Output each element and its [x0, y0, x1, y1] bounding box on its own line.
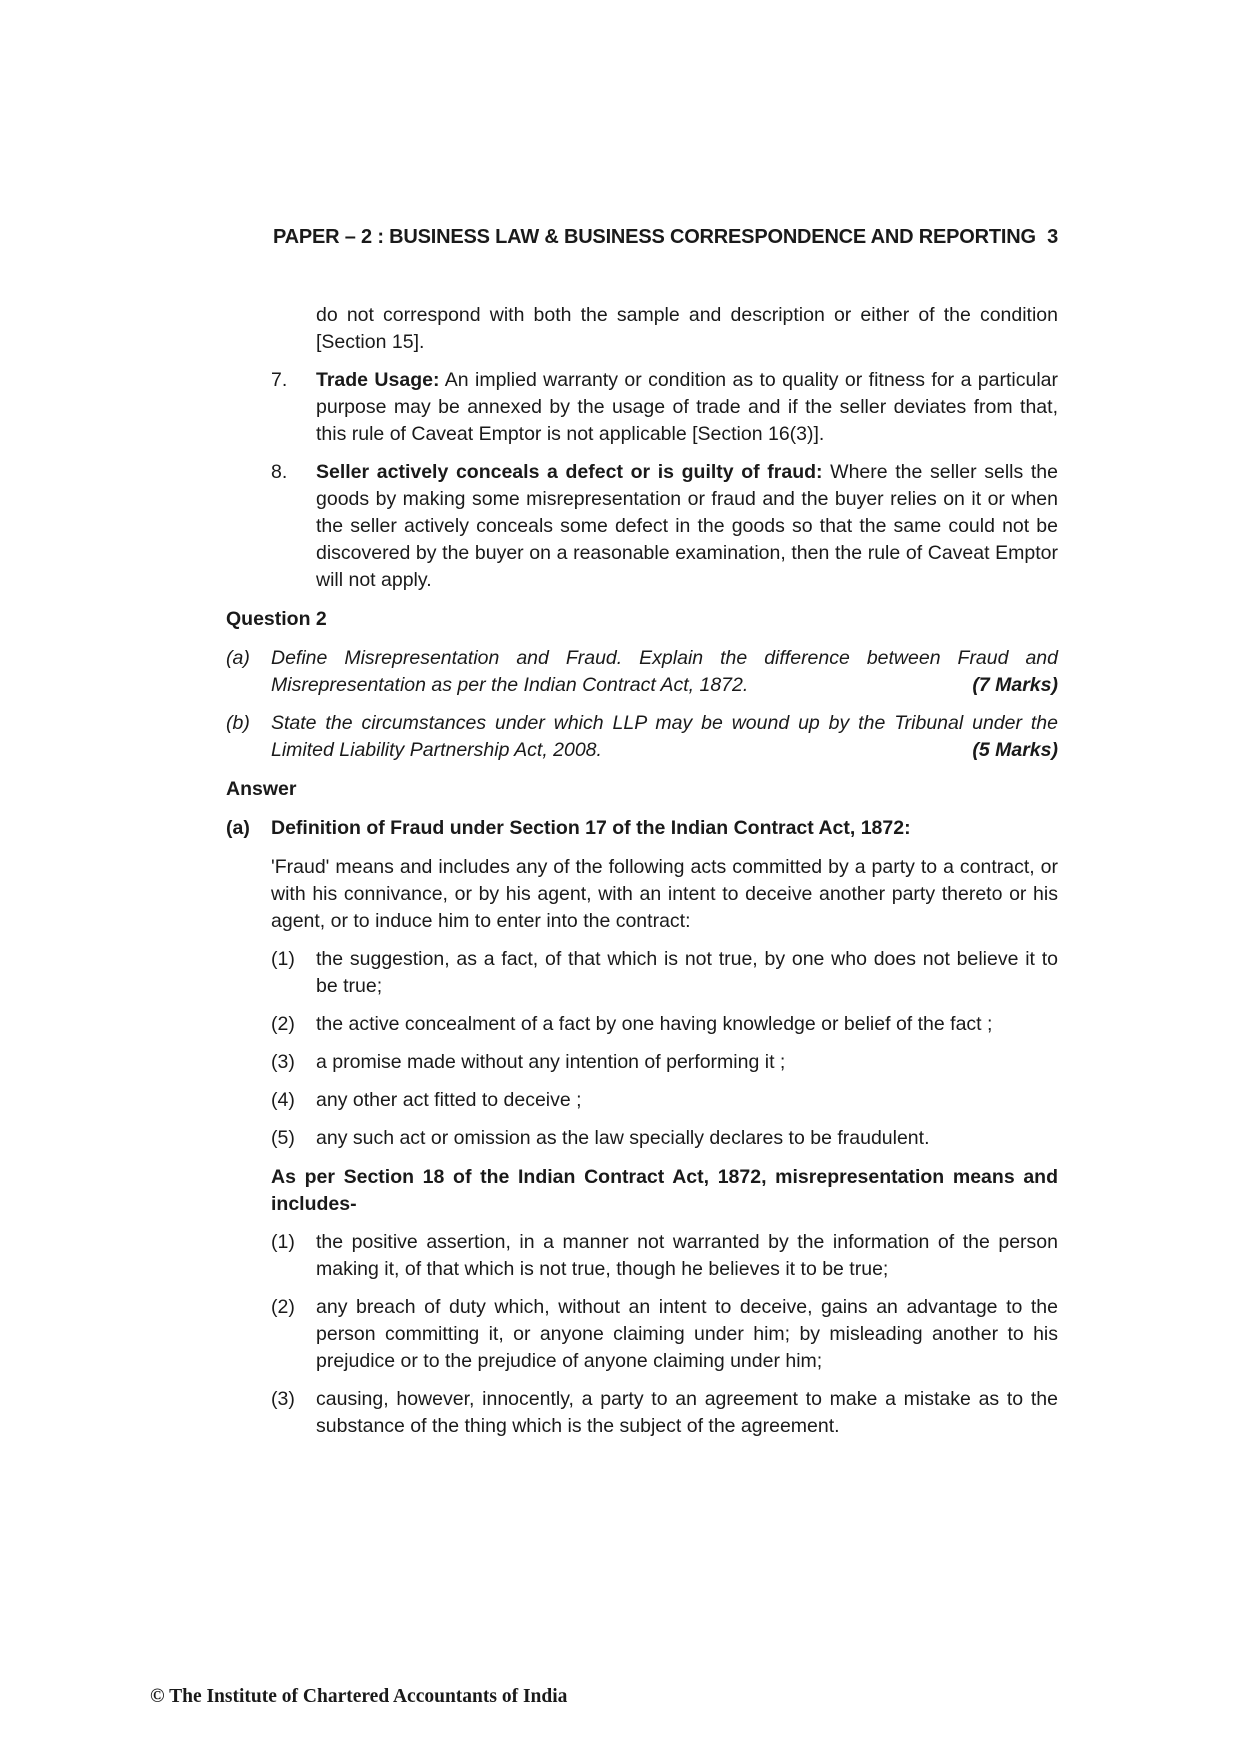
answer-part-title: Definition of Fraud under Section 17 of the Indian Contract Act, 1872: — [271, 817, 911, 839]
fraud-item-text: any such act or omission as the law specially declares to be fraudulent. — [316, 1127, 930, 1149]
question-part-number: (a) — [226, 647, 250, 669]
question-marks: (7 Marks) — [972, 674, 1058, 696]
question-part-text: Define Misrepresentation and Fraud. Explain the difference between Fraud and Misrepresentation as per the Indian Contract Act, 1872. — [271, 647, 1058, 696]
misrep-item-text: any breach of duty which, without an intent to deceive, gains an advantage to the person committing it, or anyone claiming under him; by misleading another to his prejudice or to the prejudice of anyone claiming under him; — [316, 1296, 1058, 1372]
page-body — [226, 302, 1058, 1440]
misrepresentation-heading: As per Section 18 of the Indian Contract Act, 1872, misrepresentation means and includes- — [271, 1166, 1058, 1215]
question-part — [226, 645, 1058, 699]
list-item — [226, 459, 1058, 594]
misrep-item-number: (1) — [271, 1231, 295, 1253]
item-number: 7. — [271, 369, 288, 391]
continuation-text: do not correspond with both the sample and description or either of the condition [Section 15]. — [316, 304, 1058, 353]
misrep-list-item — [226, 1294, 1058, 1375]
fraud-item-number: (5) — [271, 1127, 295, 1149]
question-marks: (5 Marks) — [972, 739, 1058, 761]
question-part-text: State the circumstances under which LLP may be wound up by the Tribunal under the Limited Liability Partnership Act, 2008. — [271, 712, 1058, 761]
misrep-item-number: (3) — [271, 1388, 295, 1410]
misrep-item-text: causing, however, innocently, a party to an agreement to make a mistake as to the substance of the thing which is the subject of the agreement. — [316, 1388, 1058, 1437]
fraud-item-text: the suggestion, as a fact, of that which is not true, by one who does not believe it to be true; — [316, 948, 1058, 997]
fraud-intro: 'Fraud' means and includes any of the following acts committed by a party to a contract, or with his connivance, or by his agent, with an intent to deceive another party thereto or his agent, or to induce him to enter into the contract: — [271, 856, 1058, 932]
fraud-item-text: a promise made without any intention of performing it ; — [316, 1051, 786, 1073]
fraud-item-number: (2) — [271, 1013, 295, 1035]
fraud-list-item — [226, 1087, 1058, 1114]
misrep-list-item — [226, 1229, 1058, 1283]
fraud-item-number: (3) — [271, 1051, 295, 1073]
question-part — [226, 710, 1058, 764]
fraud-list-item — [226, 1125, 1058, 1152]
fraud-item-number: (1) — [271, 948, 295, 970]
answer-heading: Answer — [226, 778, 297, 800]
page-number: 3 — [1047, 226, 1058, 248]
item-label: Seller actively conceals a defect or is guilty of fraud: — [316, 461, 823, 483]
page-header — [273, 226, 1058, 256]
copyright-footer: © The Institute of Chartered Accountants of India — [150, 1686, 568, 1707]
item-number: 8. — [271, 461, 288, 483]
paper-title: PAPER – 2 : BUSINESS LAW & BUSINESS CORRESPONDENCE AND REPORTING — [273, 226, 1036, 248]
fraud-list-item — [226, 946, 1058, 1000]
fraud-item-text: any other act fitted to deceive ; — [316, 1089, 582, 1111]
item-text: An implied warranty or condition as to quality or fitness for a particular purpose may be annexed by the usage of trade and if the seller deviates from that, this rule of Caveat Emptor is not applicable [Section 16(3)]. — [316, 369, 1059, 445]
item-text: Where the seller sells the goods by making some misrepresentation or fraud and the buyer relies on it or when the seller actively conceals some defect in the goods so that the same could not be discovered by the buyer on a reasonable examination, then the rule of Caveat Emptor will not apply. — [316, 461, 1058, 591]
misrep-list-item — [226, 1386, 1058, 1440]
answer-part-heading — [226, 815, 1058, 842]
answer-part-number: (a) — [226, 817, 250, 839]
item-label: Trade Usage: — [316, 369, 440, 391]
fraud-item-number: (4) — [271, 1089, 295, 1111]
question-part-number: (b) — [226, 712, 250, 734]
question-heading: Question 2 — [226, 608, 327, 630]
fraud-list-item — [226, 1049, 1058, 1076]
list-item — [226, 367, 1058, 448]
fraud-item-text: the active concealment of a fact by one having knowledge or belief of the fact ; — [316, 1013, 993, 1035]
misrep-item-number: (2) — [271, 1296, 295, 1318]
misrep-item-text: the positive assertion, in a manner not warranted by the information of the person making it, of that which is not true, though he believes it to be true; — [316, 1231, 1058, 1280]
fraud-list-item — [226, 1011, 1058, 1038]
